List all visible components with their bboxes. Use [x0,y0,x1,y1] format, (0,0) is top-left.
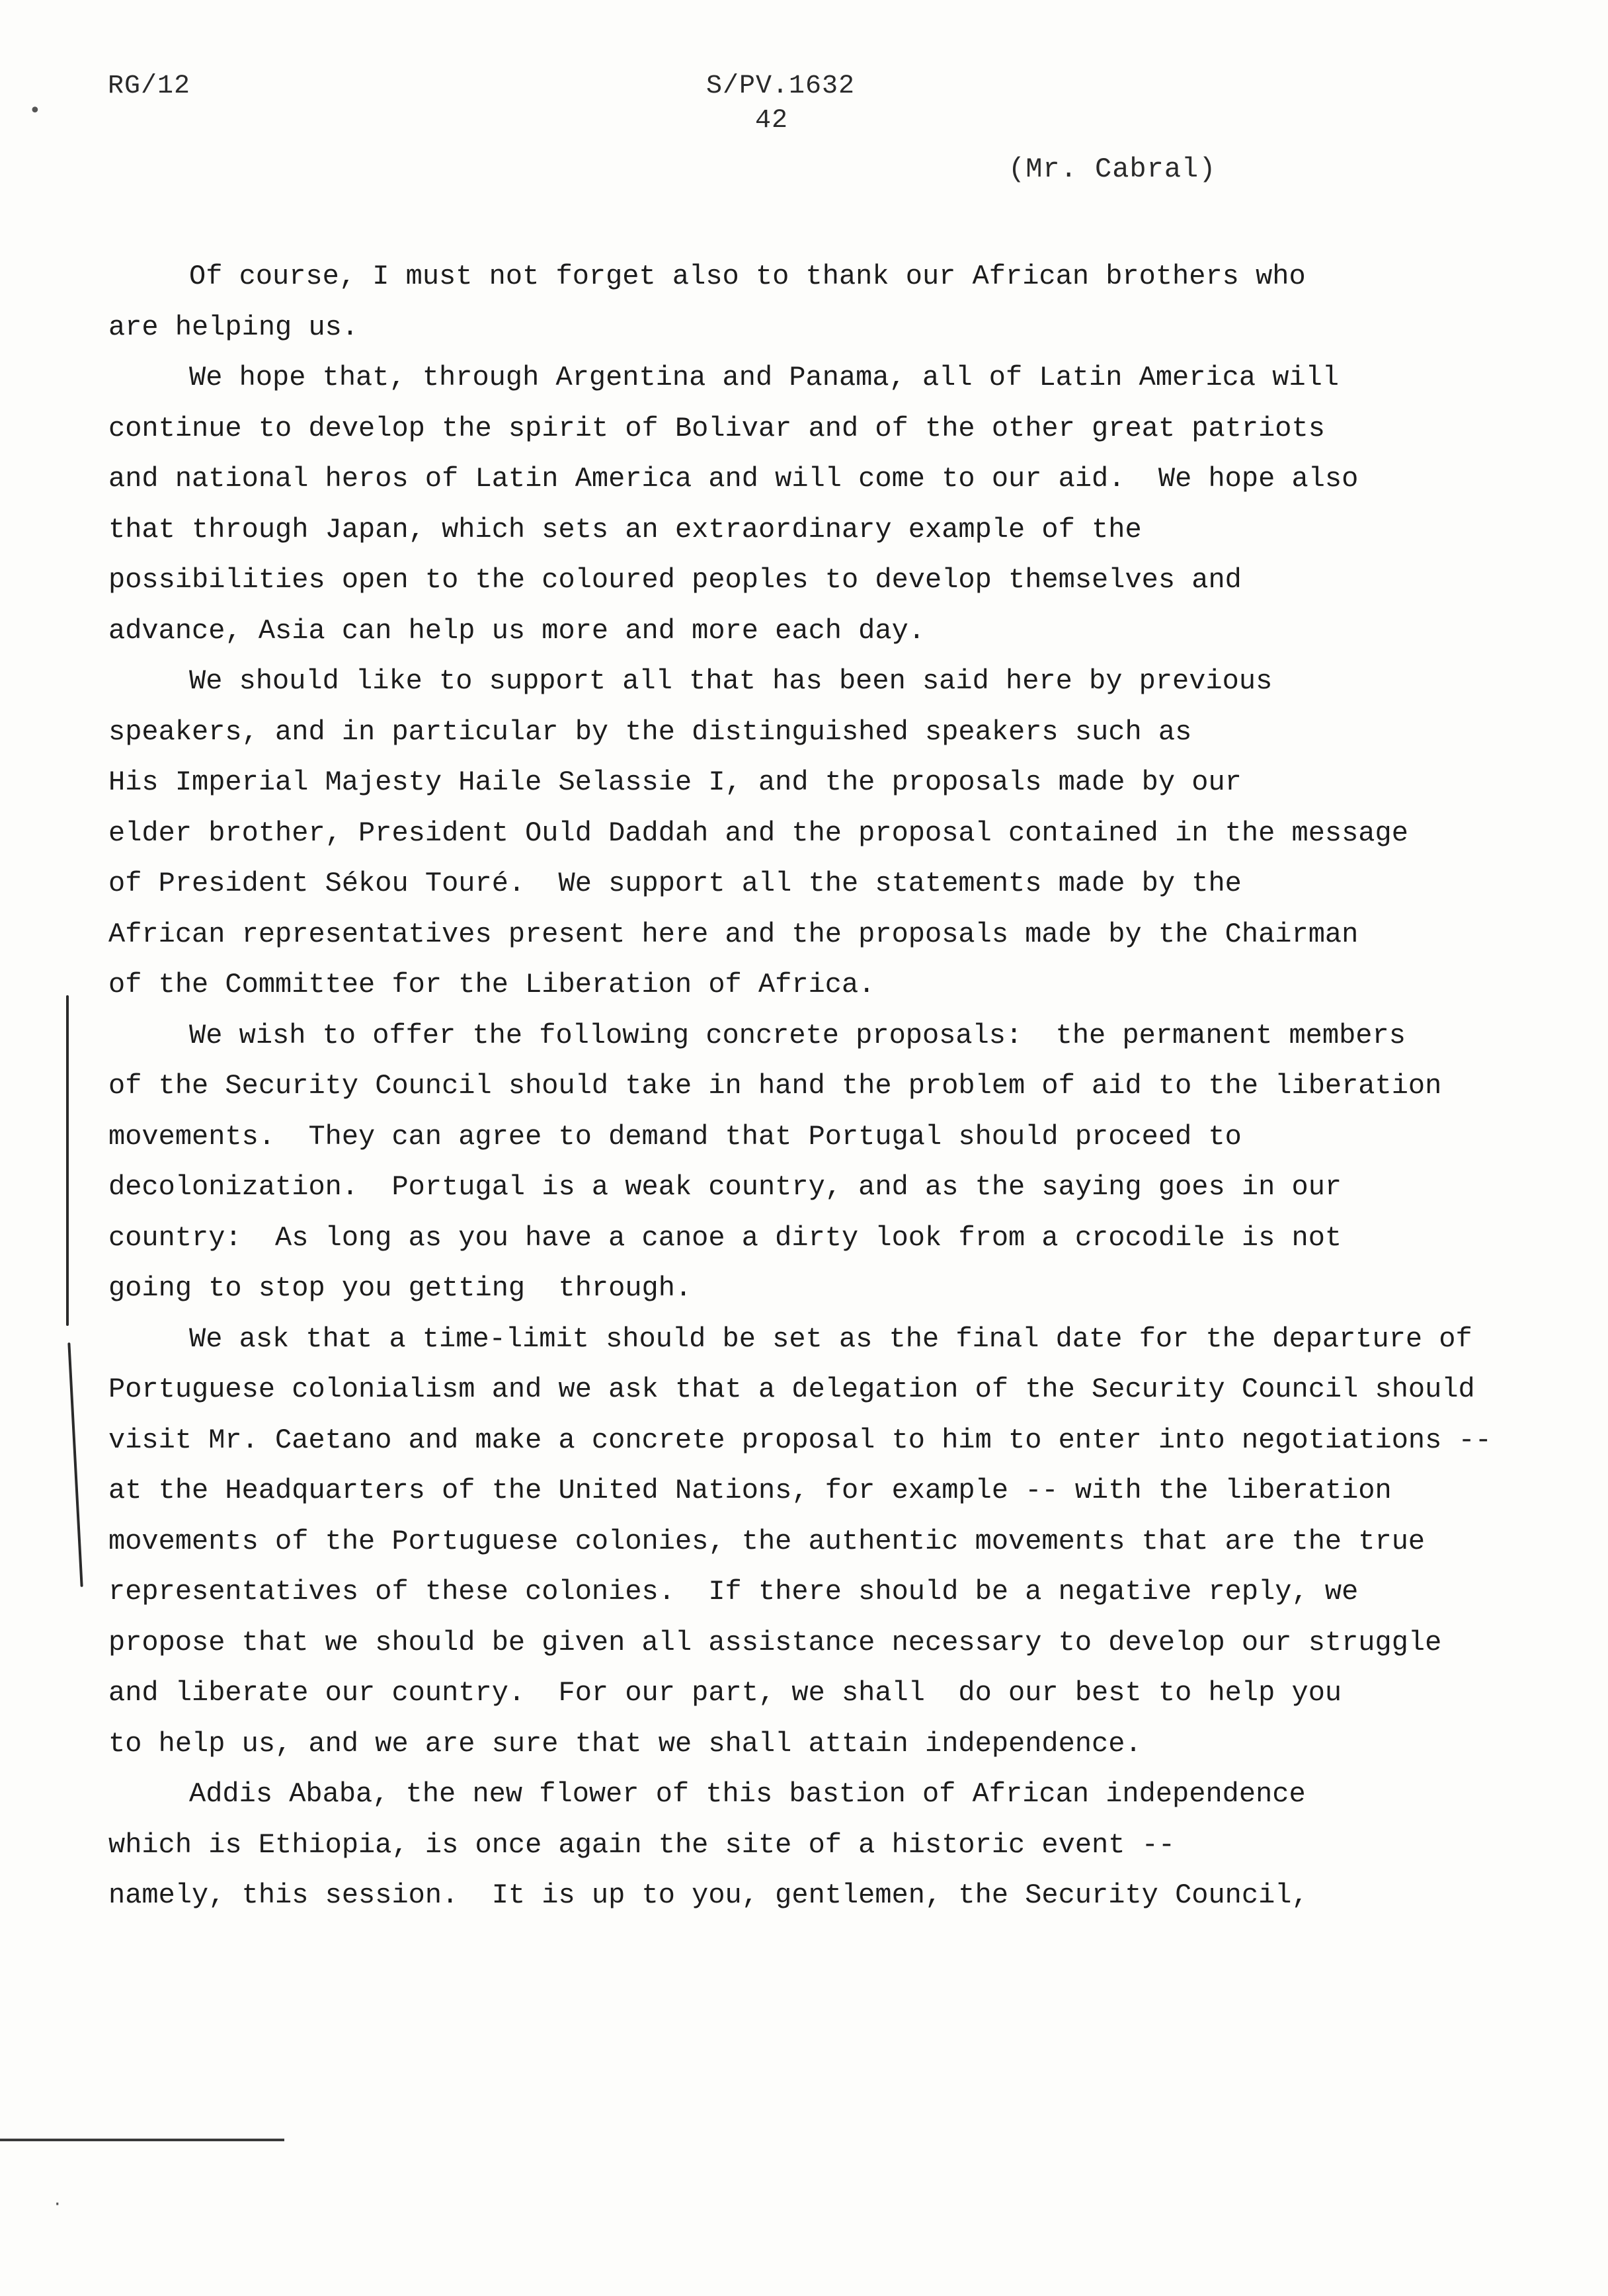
text-line: We ask that a time-limit should be set as the final date for the departure of [189,1323,1472,1355]
text-line: elder brother, President Ould Daddah and the proposal contained in the message [108,817,1408,849]
margin-bracket [66,995,69,1326]
page-number: 42 [755,106,789,136]
paragraph [108,1769,1530,1921]
text-line: and liberate our country. For our part, we shall do our best to help you [108,1677,1342,1709]
text-line: of President Sékou Touré. We support all the statements made by the [108,868,1242,899]
text-line: movements. They can agree to demand that Portugal should proceed to [108,1120,1242,1153]
text-line: and national heros of Latin America and will come to our aid. We hope also [108,463,1359,495]
text-line: of the Security Council should take in hand the problem of aid to the liberation [108,1070,1442,1102]
text-line: continue to develop the spirit of Bolivar and of the other great patriots [108,412,1325,444]
text-line: movements of the Portuguese colonies, the authentic movements that are the true [108,1525,1426,1557]
reference-code: RG/12 [108,71,191,101]
paragraph [108,656,1530,1010]
text-line: going to stop you getting through. [108,1272,692,1304]
text-line: of the Committee for the Liberation of Africa. [108,969,875,1001]
text-line: representatives of these colonies. If there should be a negative reply, we [108,1576,1359,1608]
text-line: decolonization. Portugal is a weak country, and as the saying goes in our [108,1171,1342,1203]
text-line: namely, this session. It is up to you, gentlemen, the Security Council, [108,1879,1308,1911]
text-line: Addis Ababa, the new flower of this bastion of African independence [189,1778,1306,1810]
text-line: visit Mr. Caetano and make a concrete proposal to him to enter into negotiations -- [108,1424,1492,1456]
text-line: propose that we should be given all assistance necessary to develop our struggle [108,1626,1442,1659]
text-line: at the Headquarters of the United Nations, for example -- with the liberation [108,1475,1392,1506]
scan-speck: • [29,99,41,122]
document-symbol: S/PV.1632 [706,71,856,101]
paragraph [108,1010,1530,1314]
text-line: that through Japan, which sets an extraordinary example of the [108,513,1142,546]
text-line: which is Ethiopia, is once again the site of a historic event -- [108,1828,1176,1861]
text-line: advance, Asia can help us more and more each day. [108,614,926,647]
text-line: We should like to support all that has been said here by previous [189,665,1273,697]
speaker-name: (Mr. Cabral) [1008,153,1217,185]
text-line: Portuguese colonialism and we ask that a delegation of the Security Council should [108,1374,1475,1405]
document-body [108,251,1530,1921]
text-line: African representatives present here and the proposals made by the Chairman [108,918,1359,950]
paragraph [108,352,1530,656]
text-line: country: As long as you have a canoe a dirty look from a crocodile is not [108,1221,1342,1254]
text-line: to help us, and we are sure that we shall attain independence. [108,1727,1142,1760]
paragraph [108,251,1530,352]
text-line: We wish to offer the following concrete proposals: the permanent members [189,1019,1406,1051]
text-line: Of course, I must not forget also to thank our African brothers who [189,261,1306,292]
text-line: We hope that, through Argentina and Panama, all of Latin America will [189,362,1340,393]
text-line: speakers, and in particular by the distinguished speakers such as [108,716,1192,748]
text-line: possibilities open to the coloured peoples to develop themselves and [108,564,1242,596]
paragraph [108,1314,1530,1770]
scan-speck: · [54,2193,61,2216]
margin-bracket [67,1342,83,1587]
text-line: are helping us. [108,311,359,343]
scan-edge-line [0,2139,284,2141]
text-line: His Imperial Majesty Haile Selassie I, and the proposals made by our [108,766,1242,798]
